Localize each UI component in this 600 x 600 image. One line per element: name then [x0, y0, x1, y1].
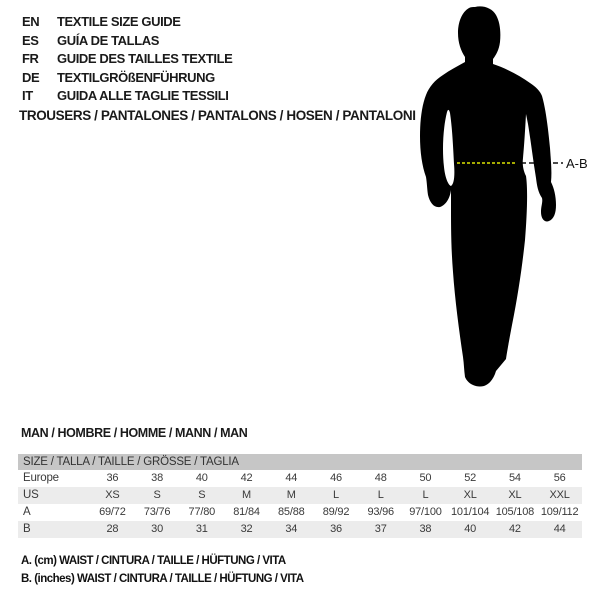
language-code: IT	[22, 88, 33, 103]
language-code: FR	[22, 51, 39, 66]
table-cell: 109/112	[540, 506, 579, 518]
row-label: B	[23, 523, 31, 535]
table-cell: 52	[464, 472, 477, 484]
language-row-it	[22, 87, 232, 106]
language-label: GUIDE DES TAILLES TEXTILE	[57, 51, 233, 66]
category-heading: TROUSERS / PANTALONES / PANTALONS / HOSEN / PANTALONI	[19, 108, 416, 123]
table-cell: 85/88	[278, 506, 305, 518]
table-cell: XS	[105, 489, 120, 501]
table-cell: 38	[151, 472, 163, 484]
table-cell: 40	[464, 523, 477, 535]
size-table-header: SIZE / TALLA / TAILLE / GRÖSSE / TAGLIA	[18, 454, 582, 470]
table-cell: 37	[374, 523, 387, 535]
size-table	[18, 454, 582, 538]
table-cell: 54	[508, 472, 521, 484]
table-cell: 73/76	[143, 506, 171, 518]
table-cell: 40	[195, 472, 208, 484]
gender-heading: MAN / HOMBRE / HOMME / MANN / MAN	[21, 426, 248, 440]
table-cell: 42	[240, 472, 253, 484]
table-cell: 28	[106, 523, 119, 535]
footnote-b: B. (inches) WAIST / CINTURA / TAILLE / HÜFTUNG / VITA	[21, 573, 304, 585]
table-cell: S	[153, 489, 161, 501]
table-cell: L	[422, 489, 429, 501]
table-cell: 97/100	[409, 506, 442, 518]
table-cell: 101/104	[450, 506, 490, 518]
table-cell: 46	[330, 472, 342, 484]
table-cell: 30	[151, 523, 163, 535]
table-cell: 69/72	[99, 506, 126, 518]
table-cell: 50	[419, 472, 432, 484]
language-label: TEXTILE SIZE GUIDE	[57, 14, 181, 29]
language-row-de	[22, 69, 232, 88]
table-row-us	[18, 487, 582, 504]
table-cell: 36	[106, 472, 119, 484]
table-cell: M	[286, 489, 296, 501]
table-cell: 48	[374, 472, 387, 484]
language-code: DE	[22, 69, 40, 85]
table-cell: L	[377, 489, 384, 501]
table-cell: 44	[553, 523, 566, 535]
table-cell: 38	[419, 523, 432, 535]
table-cell: XXL	[549, 489, 570, 501]
table-cell: S	[198, 489, 206, 501]
table-cell: 36	[330, 523, 342, 535]
table-row-a-cm	[18, 504, 582, 521]
table-cell: XL	[463, 489, 477, 501]
row-label: Europe	[23, 472, 59, 484]
language-code: EN	[22, 14, 40, 29]
language-row-en	[22, 13, 232, 32]
table-cell: 34	[285, 523, 298, 535]
language-label: GUIDA ALLE TAGLIE TESSILI	[57, 88, 229, 103]
table-cell: L	[333, 489, 339, 501]
language-list	[22, 13, 232, 106]
footnote-a: A. (cm) WAIST / CINTURA / TAILLE / HÜFTUNG / VITA	[21, 555, 286, 567]
measurement-footnotes	[21, 552, 304, 588]
table-cell: 77/80	[188, 506, 216, 518]
table-cell: 56	[553, 472, 566, 484]
figure-man-silhouette	[395, 0, 600, 400]
measure-label: A-B	[566, 156, 588, 171]
language-code: ES	[22, 32, 39, 48]
language-row-es	[22, 32, 232, 51]
table-cell: 32	[240, 523, 253, 535]
row-label: US	[23, 489, 39, 501]
language-label: TEXTILGRÖßENFÜHRUNG	[57, 69, 215, 85]
table-row-b-inches	[18, 521, 582, 538]
table-cell: 42	[508, 523, 521, 535]
man-silhouette-body	[420, 6, 556, 386]
table-cell: 44	[285, 472, 298, 484]
man-silhouette-graphic	[395, 0, 600, 400]
table-cell: 89/92	[322, 506, 350, 518]
language-row-fr	[22, 50, 232, 69]
table-cell: 31	[195, 523, 208, 535]
table-row-europe	[18, 470, 582, 487]
table-cell: XL	[508, 489, 522, 501]
table-cell: M	[242, 489, 252, 501]
table-cell: 81/84	[233, 506, 260, 518]
table-cell: 93/96	[367, 506, 394, 518]
table-cell: 105/108	[495, 506, 535, 518]
language-label: GUÍA DE TALLAS	[57, 32, 160, 48]
row-label: A	[23, 506, 31, 518]
